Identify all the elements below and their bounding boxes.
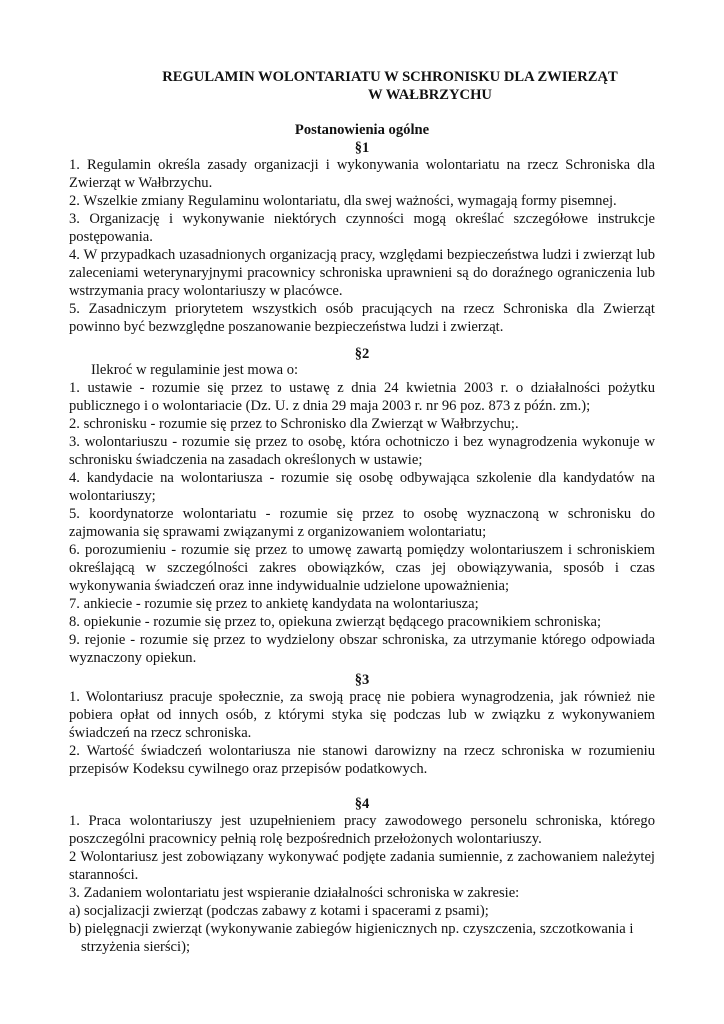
paragraph-1-item: 3. Organizację i wykonywanie niektórych czynności mogą określać szczegółowe instrukcje postępowania.: [69, 211, 655, 245]
paragraph-2-item: 9. rejonie - rozumie się przez to wydzielony obszar schroniska, za utrzymanie którego odpowiada wyznaczony opiekun.: [69, 632, 655, 666]
paragraph-symbol-2: §2: [354, 346, 370, 362]
paragraph-2-item: 7. ankiecie - rozumie się przez to ankietę kandydata na wolontariusza;: [69, 596, 479, 612]
paragraph-4-item: 3. Zadaniem wolontariatu jest wspieranie działalności schroniska w zakresie:: [69, 885, 520, 901]
paragraph-2-item: 3. wolontariuszu - rozumie się przez to osobę, która ochotniczo i bez wynagrodzenia wykonuje w schronisku świadczenia na zasadach określonych w ustawie;: [69, 434, 655, 468]
document-title-line-1: REGULAMIN WOLONTARIATU W SCHRONISKU DLA ZWIERZĄT: [162, 69, 618, 85]
paragraph-4-subitem: b) pielęgnacji zwierząt (wykonywanie zabiegów higienicznych np. czyszczenia, szczotkowania i strzyżenia sierści);: [69, 921, 634, 955]
paragraph-2-item: 1. ustawie - rozumie się przez to ustawę z dnia 24 kwietnia 2003 r. o działalności pożytku publicznego i o wolontariacie (Dz. U. z dnia 29 maja 2003 r. nr 96 poz. 873 z późn. zm.);: [69, 380, 655, 414]
section-heading-general: Postanowienia ogólne: [294, 122, 430, 138]
paragraph-2-body: [69, 361, 655, 667]
paragraph-2-item: 4. kandydacie na wolontariusza - rozumie się osobę odbywająca szkolenie dla kandydatów na wolontariuszy;: [69, 470, 655, 504]
paragraph-2-item: 2. schronisku - rozumie się przez to Schronisko dla Zwierząt w Wałbrzychu;.: [69, 416, 519, 432]
paragraph-1-item: 2. Wszelkie zmiany Regulaminu wolontariatu, dla swej ważności, wymagają formy pisemnej.: [69, 193, 617, 209]
paragraph-1-item: 5. Zasadniczym priorytetem wszystkich osób pracujących na rzecz Schroniska dla Zwierząt powinno być bezwzględne poszanowanie bezpieczeństwa ludzi i zwierząt.: [69, 301, 655, 335]
document-title-line-2: W WAŁBRZYCHU: [368, 87, 492, 103]
paragraph-3-item: 2. Wartość świadczeń wolontariusza nie stanowi darowizny na rzecz schroniska w rozumieniu przepisów Kodeksu cywilnego oraz przepisów podatkowych.: [69, 743, 655, 777]
paragraph-4-item: 2 Wolontariusz jest zobowiązany wykonywać podjęte zadania sumiennie, z zachowaniem należytej staranności.: [69, 849, 655, 883]
paragraph-2-intro: Ilekroć w regulaminie jest mowa o:: [91, 362, 299, 378]
paragraph-4-subitem: a) socjalizacji zwierząt (podczas zabawy z kotami i spacerami z psami);: [69, 903, 489, 919]
paragraph-1-body: [69, 156, 655, 336]
paragraph-symbol-3: §3: [354, 672, 370, 688]
paragraph-3-item: 1. Wolontariusz pracuje społecznie, za swoją pracę nie pobiera wynagrodzenia, jak również nie pobiera opłat od innych osób, z którymi styka się podczas lub w związku z wykonywaniem świadczeń na rzecz schroniska.: [69, 689, 655, 741]
paragraph-4-item: 1. Praca wolontariuszy jest uzupełnieniem pracy zawodowego personelu schroniska, którego poszczególni pracownicy pełnią rolę bezpośrednich przełożonych wolontariuszy.: [69, 813, 655, 847]
paragraph-4-body: [69, 812, 655, 956]
paragraph-2-item: 8. opiekunie - rozumie się przez to, opiekuna zwierząt będącego pracownikiem schroniska;: [69, 614, 602, 630]
paragraph-3-body: [69, 688, 655, 778]
paragraph-2-item: 6. porozumieniu - rozumie się przez to umowę zawartą pomiędzy wolontariuszem i schroniskiem określającą w szczególności zakres obowiązków, czas jej obowiązywania, sposób i czas wykonywania świadczeń oraz inne indywidualnie udzielone upoważnienia;: [69, 542, 655, 594]
paragraph-1-item: 1. Regulamin określa zasady organizacji i wykonywania wolontariatu na rzecz Schroniska dla Zwierząt w Wałbrzychu.: [69, 157, 655, 191]
paragraph-symbol-1: §1: [354, 140, 370, 156]
paragraph-2-item: 5. koordynatorze wolontariatu - rozumie się przez to osobę wyznaczoną w schronisku do zajmowania się sprawami związanymi z organizowaniem wolontariatu;: [69, 506, 655, 540]
paragraph-1-item: 4. W przypadkach uzasadnionych organizacją pracy, względami bezpieczeństwa ludzi i zwierząt lub zaleceniami weterynaryjnymi pracownicy schroniska uprawnieni są do doraźnego ograniczenia lub wstrzymania pracy wolontariuszy w placówce.: [69, 247, 655, 299]
paragraph-symbol-4: §4: [354, 796, 370, 812]
